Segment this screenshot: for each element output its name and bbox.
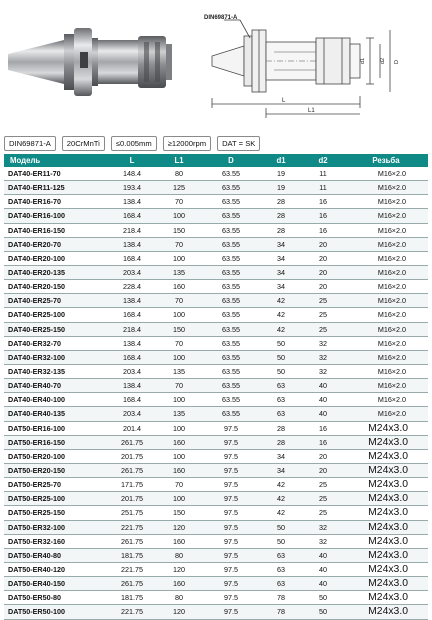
cell-L1: 120 <box>156 605 202 619</box>
table-row <box>4 534 428 548</box>
cell-d1: 63 <box>260 393 302 407</box>
cell-thread: M24x3.0 <box>344 449 428 463</box>
cell-D: 63.55 <box>202 393 260 407</box>
cell-d1: 42 <box>260 308 302 322</box>
cell-thread: M16×2.0 <box>344 379 428 393</box>
cell-d2: 25 <box>302 506 344 520</box>
cell-D: 97.5 <box>202 577 260 591</box>
cell-thread: M16×2.0 <box>344 393 428 407</box>
cell-d2: 32 <box>302 520 344 534</box>
cell-L: 251.75 <box>108 506 156 520</box>
cell-L1: 120 <box>156 562 202 576</box>
cell-L1: 70 <box>156 336 202 350</box>
cell-L: 203.4 <box>108 265 156 279</box>
drawing-dim-d2: d2 <box>380 57 386 64</box>
table-body <box>4 167 428 619</box>
table-row <box>4 364 428 378</box>
cell-L1: 100 <box>156 350 202 364</box>
cell-thread: M24x3.0 <box>344 506 428 520</box>
cell-d1: 63 <box>260 407 302 421</box>
cell-L1: 70 <box>156 195 202 209</box>
cell-model: DAT40-ER25-150 <box>4 322 108 336</box>
cell-model: DAT40-ER20-70 <box>4 237 108 251</box>
cell-d2: 16 <box>302 209 344 223</box>
cell-thread: M16×2.0 <box>344 364 428 378</box>
cell-L1: 80 <box>156 591 202 605</box>
cell-L: 138.4 <box>108 336 156 350</box>
cell-L1: 100 <box>156 421 202 435</box>
cell-D: 97.5 <box>202 435 260 449</box>
cell-model: DAT40-ER16-70 <box>4 195 108 209</box>
cell-d2: 11 <box>302 181 344 195</box>
cell-D: 63.55 <box>202 336 260 350</box>
cell-thread: M16×2.0 <box>344 237 428 251</box>
cell-L: 138.4 <box>108 195 156 209</box>
table-row <box>4 379 428 393</box>
cell-L1: 150 <box>156 322 202 336</box>
table-row <box>4 506 428 520</box>
column-header-model: Модель <box>4 154 108 167</box>
cell-thread: M24x3.0 <box>344 534 428 548</box>
cell-d1: 50 <box>260 350 302 364</box>
cell-d1: 78 <box>260 605 302 619</box>
cell-D: 63.55 <box>202 181 260 195</box>
cell-model: DAT40-ER32-70 <box>4 336 108 350</box>
cell-D: 63.55 <box>202 308 260 322</box>
cell-thread: M16×2.0 <box>344 209 428 223</box>
cell-d1: 63 <box>260 379 302 393</box>
cell-L: 218.4 <box>108 223 156 237</box>
cell-L1: 160 <box>156 280 202 294</box>
cell-thread: M24x3.0 <box>344 435 428 449</box>
cell-d1: 50 <box>260 534 302 548</box>
cell-L1: 70 <box>156 294 202 308</box>
cell-L: 261.75 <box>108 435 156 449</box>
cell-L: 138.4 <box>108 294 156 308</box>
cell-thread: M16×2.0 <box>344 280 428 294</box>
cell-L: 201.75 <box>108 449 156 463</box>
cell-d1: 34 <box>260 463 302 477</box>
cell-thread: M16×2.0 <box>344 308 428 322</box>
table-row <box>4 435 428 449</box>
cell-thread: M24x3.0 <box>344 492 428 506</box>
cell-L1: 125 <box>156 181 202 195</box>
cell-thread: M24x3.0 <box>344 591 428 605</box>
table-row <box>4 336 428 350</box>
table-row <box>4 520 428 534</box>
cell-D: 63.55 <box>202 167 260 181</box>
cell-d1: 19 <box>260 167 302 181</box>
cell-D: 97.5 <box>202 534 260 548</box>
cell-model: DAT50-ER40-80 <box>4 548 108 562</box>
table-row <box>4 322 428 336</box>
cell-d2: 40 <box>302 548 344 562</box>
cell-L1: 100 <box>156 251 202 265</box>
cell-D: 63.55 <box>202 280 260 294</box>
cell-L1: 135 <box>156 407 202 421</box>
cell-d2: 32 <box>302 364 344 378</box>
cell-L: 148.4 <box>108 167 156 181</box>
cell-model: DAT40-ER32-135 <box>4 364 108 378</box>
cell-model: DAT50-ER50-80 <box>4 591 108 605</box>
drawing-dim-D: D <box>394 60 400 64</box>
cell-d1: 34 <box>260 237 302 251</box>
cell-d2: 20 <box>302 265 344 279</box>
cell-thread: M24x3.0 <box>344 577 428 591</box>
tag-material: 20CrMnTi <box>62 136 105 151</box>
cell-L: 181.75 <box>108 591 156 605</box>
cell-D: 97.5 <box>202 562 260 576</box>
cell-D: 63.55 <box>202 195 260 209</box>
table-row <box>4 209 428 223</box>
cell-D: 63.55 <box>202 223 260 237</box>
cell-d2: 25 <box>302 294 344 308</box>
cell-thread: M24x3.0 <box>344 520 428 534</box>
cell-L1: 160 <box>156 534 202 548</box>
cell-L: 168.4 <box>108 308 156 322</box>
table-row <box>4 223 428 237</box>
cell-thread: M24x3.0 <box>344 421 428 435</box>
cell-L: 138.4 <box>108 379 156 393</box>
table-row <box>4 449 428 463</box>
cell-d2: 20 <box>302 449 344 463</box>
cell-L1: 100 <box>156 393 202 407</box>
table-row <box>4 562 428 576</box>
cell-d1: 19 <box>260 181 302 195</box>
cell-model: DAT40-ER20-100 <box>4 251 108 265</box>
cell-L: 228.4 <box>108 280 156 294</box>
cell-d2: 25 <box>302 322 344 336</box>
cell-d2: 20 <box>302 280 344 294</box>
tag-standard: DIN69871-A <box>4 136 56 151</box>
cell-d2: 16 <box>302 421 344 435</box>
table-row <box>4 237 428 251</box>
cell-thread: M16×2.0 <box>344 407 428 421</box>
cell-D: 97.5 <box>202 463 260 477</box>
cell-D: 63.55 <box>202 407 260 421</box>
cell-L1: 80 <box>156 167 202 181</box>
cell-d1: 28 <box>260 209 302 223</box>
table-row <box>4 548 428 562</box>
cell-d1: 34 <box>260 280 302 294</box>
column-header-L1: L1 <box>156 154 202 167</box>
drawing-dim-d1: d1 <box>360 57 366 64</box>
cell-D: 63.55 <box>202 350 260 364</box>
cell-L: 203.4 <box>108 364 156 378</box>
drawing-dim-L: L <box>282 98 286 104</box>
cell-d1: 42 <box>260 492 302 506</box>
cell-model: DAT50-ER16-100 <box>4 421 108 435</box>
cell-D: 63.55 <box>202 294 260 308</box>
cell-d1: 50 <box>260 520 302 534</box>
cell-model: DAT50-ER20-100 <box>4 449 108 463</box>
cell-D: 63.55 <box>202 322 260 336</box>
table-row <box>4 407 428 421</box>
cell-L: 221.75 <box>108 605 156 619</box>
tag-runout: ≤0.005mm <box>111 136 157 151</box>
cell-L: 201.4 <box>108 421 156 435</box>
cell-model: DAT50-ER32-100 <box>4 520 108 534</box>
cell-model: DAT40-ER40-135 <box>4 407 108 421</box>
cell-L1: 120 <box>156 520 202 534</box>
cell-L1: 70 <box>156 379 202 393</box>
cell-thread: M16×2.0 <box>344 294 428 308</box>
cell-d2: 40 <box>302 393 344 407</box>
cell-D: 97.5 <box>202 548 260 562</box>
cell-L: 193.4 <box>108 181 156 195</box>
cell-d2: 32 <box>302 350 344 364</box>
tag-equivalence: DAT = SK <box>217 136 260 151</box>
cell-L: 168.4 <box>108 209 156 223</box>
cell-model: DAT40-ER11-125 <box>4 181 108 195</box>
cell-model: DAT50-ER40-150 <box>4 577 108 591</box>
cell-d2: 16 <box>302 435 344 449</box>
cell-d1: 50 <box>260 364 302 378</box>
column-header-L: L <box>108 154 156 167</box>
cell-d1: 28 <box>260 195 302 209</box>
cell-L: 168.4 <box>108 393 156 407</box>
cell-d1: 28 <box>260 223 302 237</box>
cell-model: DAT50-ER50-100 <box>4 605 108 619</box>
cell-L: 221.75 <box>108 562 156 576</box>
cell-d2: 40 <box>302 577 344 591</box>
cell-D: 97.5 <box>202 520 260 534</box>
cell-d2: 11 <box>302 167 344 181</box>
cell-model: DAT40-ER20-150 <box>4 280 108 294</box>
cell-thread: M16×2.0 <box>344 195 428 209</box>
cell-d1: 42 <box>260 506 302 520</box>
cell-L1: 80 <box>156 548 202 562</box>
table-row <box>4 294 428 308</box>
cell-D: 63.55 <box>202 237 260 251</box>
cell-thread: M16×2.0 <box>344 350 428 364</box>
table-row <box>4 605 428 619</box>
column-header-d1: d1 <box>260 154 302 167</box>
cell-model: DAT40-ER16-150 <box>4 223 108 237</box>
cell-D: 97.5 <box>202 492 260 506</box>
cell-L: 203.4 <box>108 407 156 421</box>
cell-L: 168.4 <box>108 251 156 265</box>
cell-D: 63.55 <box>202 265 260 279</box>
table-row <box>4 577 428 591</box>
cell-L1: 135 <box>156 265 202 279</box>
cell-D: 63.55 <box>202 209 260 223</box>
cell-model: DAT40-ER11-70 <box>4 167 108 181</box>
cell-thread: M16×2.0 <box>344 336 428 350</box>
cell-L: 261.75 <box>108 534 156 548</box>
cell-D: 63.55 <box>202 379 260 393</box>
cell-L1: 100 <box>156 308 202 322</box>
cell-thread: M24x3.0 <box>344 478 428 492</box>
tool-holder-photo <box>2 8 198 116</box>
spec-tags <box>4 136 260 151</box>
cell-L1: 160 <box>156 577 202 591</box>
cell-L: 168.4 <box>108 350 156 364</box>
table-row <box>4 350 428 364</box>
cell-model: DAT50-ER16-150 <box>4 435 108 449</box>
cell-d1: 63 <box>260 548 302 562</box>
cell-model: DAT40-ER32-100 <box>4 350 108 364</box>
cell-thread: M16×2.0 <box>344 167 428 181</box>
cell-d2: 40 <box>302 379 344 393</box>
cell-L1: 160 <box>156 463 202 477</box>
table-row <box>4 421 428 435</box>
cell-L1: 100 <box>156 449 202 463</box>
table-row <box>4 181 428 195</box>
cell-L1: 160 <box>156 435 202 449</box>
cell-d2: 32 <box>302 534 344 548</box>
cell-d1: 34 <box>260 449 302 463</box>
cell-d2: 20 <box>302 251 344 265</box>
cell-L: 261.75 <box>108 463 156 477</box>
cell-d1: 34 <box>260 265 302 279</box>
cell-D: 63.55 <box>202 364 260 378</box>
cell-d2: 16 <box>302 223 344 237</box>
cell-d1: 34 <box>260 251 302 265</box>
cell-d2: 50 <box>302 591 344 605</box>
cell-d2: 50 <box>302 605 344 619</box>
cell-L: 201.75 <box>108 492 156 506</box>
cell-thread: M16×2.0 <box>344 223 428 237</box>
cell-d1: 42 <box>260 322 302 336</box>
cell-model: DAT40-ER40-70 <box>4 379 108 393</box>
cell-d2: 32 <box>302 336 344 350</box>
cell-thread: M24x3.0 <box>344 548 428 562</box>
cell-D: 97.5 <box>202 421 260 435</box>
cell-d2: 16 <box>302 195 344 209</box>
cell-L: 138.4 <box>108 237 156 251</box>
cell-thread: M24x3.0 <box>344 562 428 576</box>
cell-L1: 100 <box>156 209 202 223</box>
table-row <box>4 167 428 181</box>
cell-L1: 150 <box>156 506 202 520</box>
cell-L: 171.75 <box>108 478 156 492</box>
cell-model: DAT40-ER20-135 <box>4 265 108 279</box>
cell-model: DAT50-ER25-70 <box>4 478 108 492</box>
drawing-din-label: DIN69871-A <box>204 15 238 21</box>
cell-model: DAT40-ER25-100 <box>4 308 108 322</box>
cell-L1: 100 <box>156 492 202 506</box>
column-header-thread: Резьба <box>344 154 428 167</box>
tag-speed: ≥12000rpm <box>163 136 211 151</box>
table-row <box>4 280 428 294</box>
cell-thread: M16×2.0 <box>344 251 428 265</box>
table-row <box>4 251 428 265</box>
cell-D: 63.55 <box>202 251 260 265</box>
cell-L: 261.75 <box>108 577 156 591</box>
cell-thread: M24x3.0 <box>344 463 428 477</box>
cell-thread: M16×2.0 <box>344 181 428 195</box>
table-row <box>4 393 428 407</box>
cell-L1: 135 <box>156 364 202 378</box>
drawing-dim-L1: L1 <box>308 108 315 114</box>
cell-d2: 20 <box>302 237 344 251</box>
table-row <box>4 492 428 506</box>
cell-d2: 25 <box>302 492 344 506</box>
cell-D: 97.5 <box>202 591 260 605</box>
cell-model: DAT40-ER16-100 <box>4 209 108 223</box>
cell-d2: 40 <box>302 562 344 576</box>
cell-thread: M16×2.0 <box>344 322 428 336</box>
cell-L: 181.75 <box>108 548 156 562</box>
cell-model: DAT40-ER40-100 <box>4 393 108 407</box>
table-row <box>4 265 428 279</box>
cell-d1: 28 <box>260 421 302 435</box>
cell-d1: 42 <box>260 478 302 492</box>
cell-L1: 150 <box>156 223 202 237</box>
cell-d1: 63 <box>260 577 302 591</box>
cell-thread: M24x3.0 <box>344 605 428 619</box>
cell-model: DAT50-ER25-150 <box>4 506 108 520</box>
spec-table <box>4 154 428 620</box>
cell-D: 97.5 <box>202 605 260 619</box>
table-row <box>4 478 428 492</box>
technical-drawing <box>204 8 430 124</box>
cell-model: DAT50-ER25-100 <box>4 492 108 506</box>
cell-model: DAT50-ER40-120 <box>4 562 108 576</box>
table-row <box>4 195 428 209</box>
cell-model: DAT50-ER32-160 <box>4 534 108 548</box>
column-header-d2: d2 <box>302 154 344 167</box>
table-row <box>4 308 428 322</box>
cell-L1: 70 <box>156 237 202 251</box>
cell-d1: 42 <box>260 294 302 308</box>
cell-model: DAT40-ER25-70 <box>4 294 108 308</box>
table-row <box>4 591 428 605</box>
cell-d1: 28 <box>260 435 302 449</box>
cell-D: 97.5 <box>202 478 260 492</box>
cell-model: DAT50-ER20-150 <box>4 463 108 477</box>
table-header-row <box>4 154 428 167</box>
cell-L: 221.75 <box>108 520 156 534</box>
cell-d1: 50 <box>260 336 302 350</box>
cell-D: 97.5 <box>202 449 260 463</box>
cell-d1: 78 <box>260 591 302 605</box>
cell-D: 97.5 <box>202 506 260 520</box>
cell-d2: 40 <box>302 407 344 421</box>
column-header-D: D <box>202 154 260 167</box>
cell-d1: 63 <box>260 562 302 576</box>
cell-d2: 25 <box>302 478 344 492</box>
cell-d2: 25 <box>302 308 344 322</box>
cell-L: 218.4 <box>108 322 156 336</box>
cell-L1: 70 <box>156 478 202 492</box>
cell-d2: 20 <box>302 463 344 477</box>
table-row <box>4 463 428 477</box>
cell-thread: M16×2.0 <box>344 265 428 279</box>
